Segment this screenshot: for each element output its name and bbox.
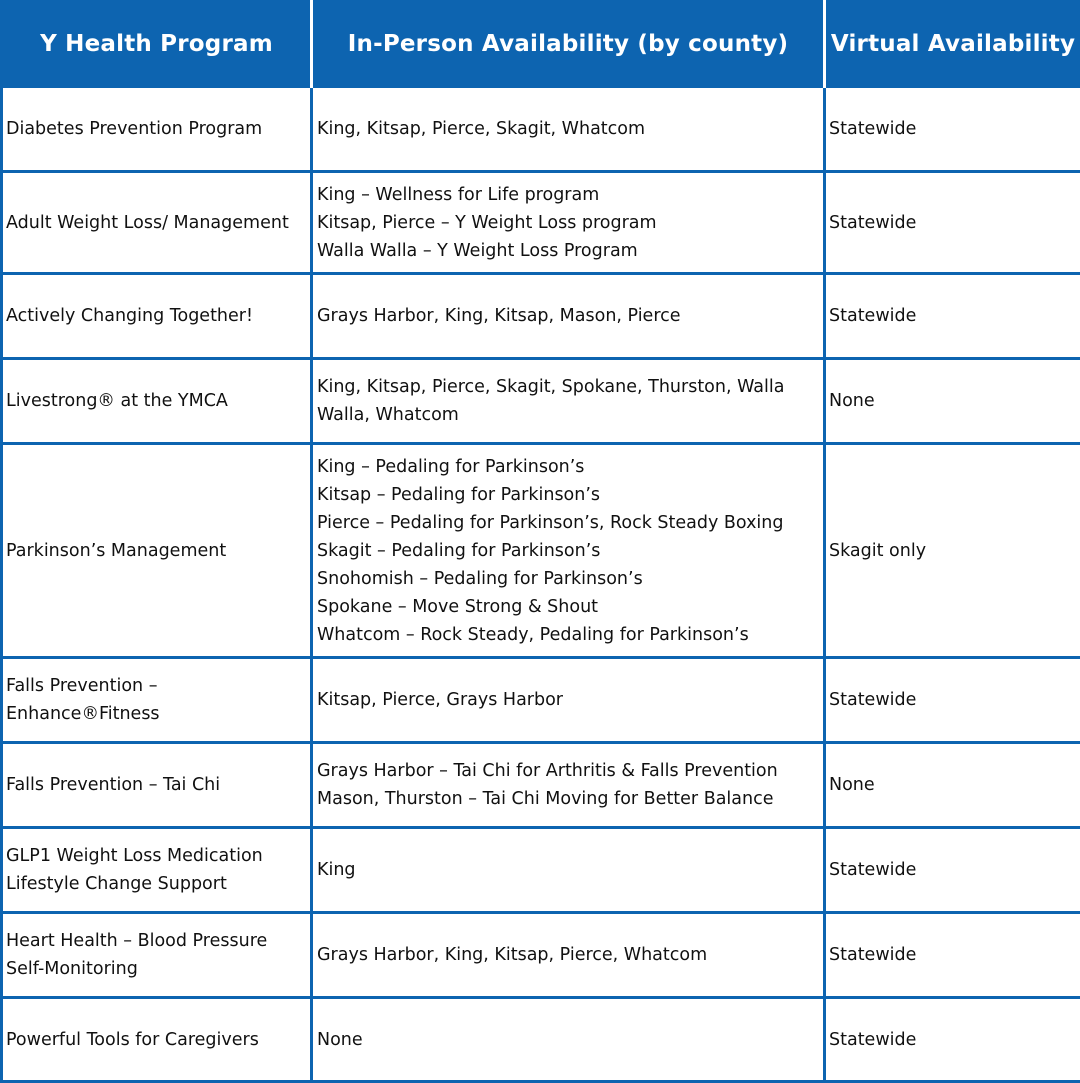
in-person-line: Pierce – Pedaling for Parkinson’s, Rock Steady Boxing [317,509,819,537]
in-person-line: King, Kitsap, Pierce, Skagit, Whatcom [317,115,819,143]
header-in-person: In-Person Availability (by county) [312,2,825,87]
table-row [2,87,1080,172]
in-person-cell [312,444,825,658]
program-cell: Adult Weight Loss/ Management [2,172,312,274]
in-person-cell [312,658,825,743]
virtual-cell: Statewide [825,828,1080,913]
in-person-line: None [317,1026,819,1054]
in-person-line: King, Kitsap, Pierce, Skagit, Spokane, Thurston, Walla Walla, Whatcom [317,373,819,429]
in-person-cell [312,172,825,274]
in-person-cell [312,87,825,172]
virtual-cell: Skagit only [825,444,1080,658]
in-person-cell [312,998,825,1082]
in-person-line: King [317,856,819,884]
in-person-cell [312,913,825,998]
table-row [2,172,1080,274]
table-row [2,359,1080,444]
table-row [2,828,1080,913]
header-virtual: Virtual Availability [825,2,1080,87]
in-person-line: Kitsap, Pierce – Y Weight Loss program [317,209,819,237]
in-person-line: Walla Walla – Y Weight Loss Program [317,237,819,265]
in-person-line: Skagit – Pedaling for Parkinson’s [317,537,819,565]
in-person-line: Grays Harbor – Tai Chi for Arthritis & Falls Prevention [317,757,819,785]
in-person-line: Kitsap, Pierce, Grays Harbor [317,686,819,714]
virtual-cell: Statewide [825,172,1080,274]
in-person-line: Grays Harbor, King, Kitsap, Mason, Pierce [317,302,819,330]
virtual-cell: Statewide [825,658,1080,743]
virtual-cell: Statewide [825,913,1080,998]
virtual-cell: Statewide [825,87,1080,172]
in-person-cell [312,359,825,444]
program-cell: Falls Prevention – Enhance®Fitness [2,658,312,743]
in-person-cell [312,743,825,828]
in-person-cell [312,828,825,913]
header-program: Y Health Program [2,2,312,87]
program-cell: Parkinson’s Management [2,444,312,658]
table-row [2,444,1080,658]
virtual-cell: None [825,743,1080,828]
program-cell: Actively Changing Together! [2,274,312,359]
in-person-line: Whatcom – Rock Steady, Pedaling for Parkinson’s [317,621,819,649]
virtual-cell: None [825,359,1080,444]
virtual-cell: Statewide [825,998,1080,1082]
in-person-line: Kitsap – Pedaling for Parkinson’s [317,481,819,509]
in-person-line: Snohomish – Pedaling for Parkinson’s [317,565,819,593]
program-cell: Powerful Tools for Caregivers [2,998,312,1082]
table-row [2,998,1080,1082]
in-person-line: King – Wellness for Life program [317,181,819,209]
program-cell: GLP1 Weight Loss Medication Lifestyle Change Support [2,828,312,913]
header-row [2,2,1080,87]
program-cell: Falls Prevention – Tai Chi [2,743,312,828]
in-person-line: King – Pedaling for Parkinson’s [317,453,819,481]
table-row [2,913,1080,998]
table-row [2,658,1080,743]
program-cell: Heart Health – Blood Pressure Self-Monitoring [2,913,312,998]
program-cell: Livestrong® at the YMCA [2,359,312,444]
table-row [2,743,1080,828]
in-person-line: Spokane – Move Strong & Shout [317,593,819,621]
table-row [2,274,1080,359]
in-person-cell [312,274,825,359]
virtual-cell: Statewide [825,274,1080,359]
in-person-line: Grays Harbor, King, Kitsap, Pierce, Whatcom [317,941,819,969]
program-cell: Diabetes Prevention Program [2,87,312,172]
in-person-line: Mason, Thurston – Tai Chi Moving for Better Balance [317,785,819,813]
